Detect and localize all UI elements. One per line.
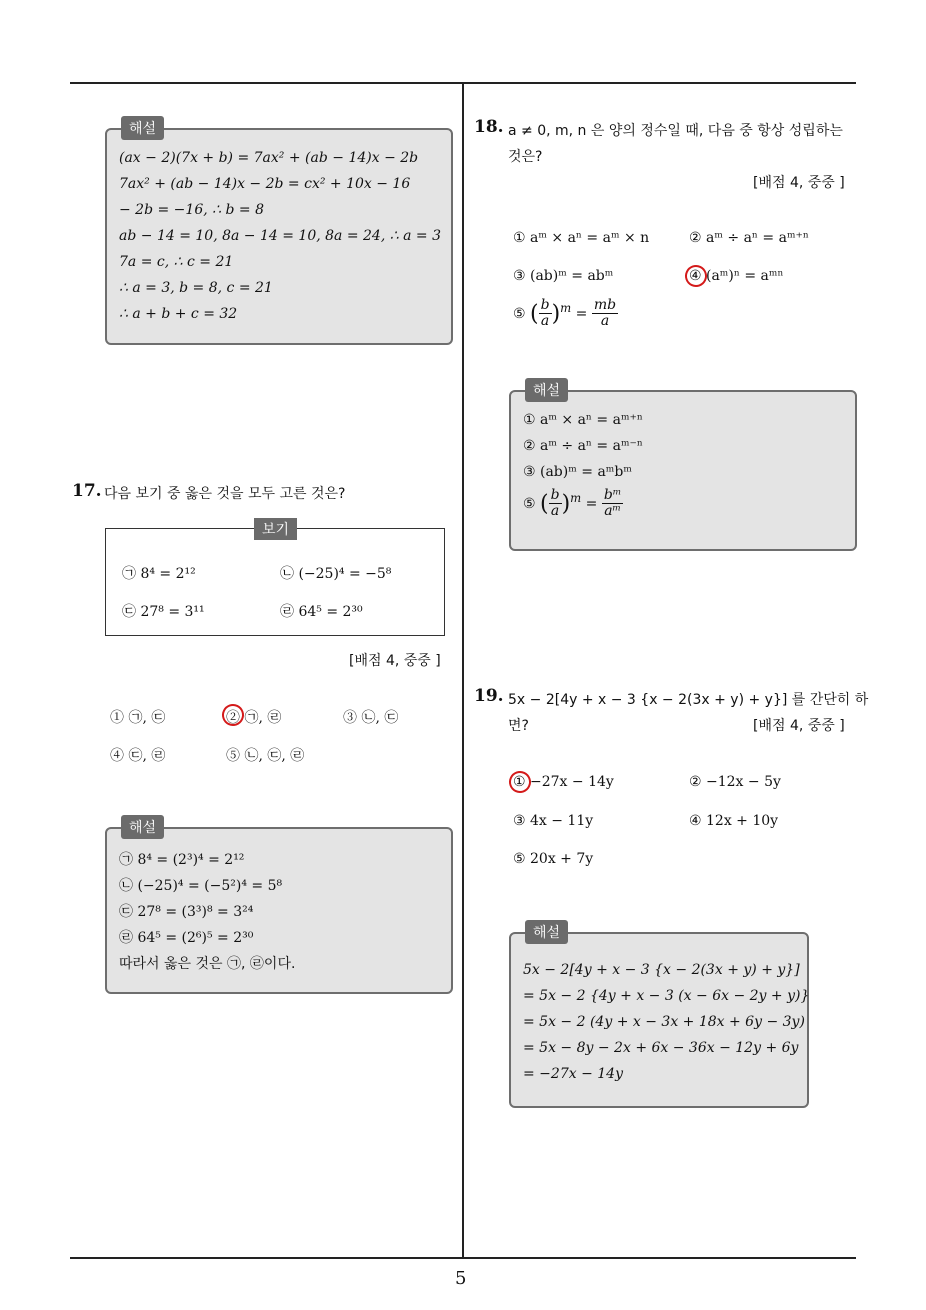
solution-line: = 5x − 2 (4y + x − 3x + 18x + 6y − 3y) [523, 1014, 805, 1030]
frac-den: aᵐ [604, 503, 622, 520]
frac-den: a [550, 503, 560, 520]
option-17-5[interactable]: ⑤ ㉡, ㉢, ㉣ [226, 748, 305, 764]
question-number-18: 18. [474, 117, 504, 137]
exponent: m [570, 491, 582, 506]
bogi-item: ㉣ 64⁵ = 2³⁰ [280, 604, 363, 620]
solution-tag: 해설 [121, 116, 164, 140]
frac-num: b [540, 297, 550, 313]
question-text-19: 5x − 2[4y + x − 3 {x − 2(3x + y) + y}] 를 간단히 하 [508, 692, 869, 708]
question-text-18-cont: 것은? [508, 149, 543, 165]
solution-line: = 5x − 8y − 2x + 6x − 36x − 12y + 6y [523, 1040, 799, 1056]
solution-tag: 해설 [121, 815, 164, 839]
solution-line: (ax − 2)(7x + b) = 7ax² + (ab − 14)x − 2b [119, 150, 419, 166]
answer-mark-18 [682, 262, 710, 290]
option-17-1[interactable]: ① ㉠, ㉢ [110, 710, 166, 726]
question-number-19: 19. [474, 686, 504, 706]
solution-line: − 2b = −16, ∴ b = 8 [119, 202, 264, 218]
solution-line: ② aᵐ ÷ aⁿ = aᵐ⁻ⁿ [523, 438, 643, 454]
bogi-tag: 보기 [254, 518, 297, 540]
answer-mark-19 [506, 768, 534, 796]
score-19: [배점 4, 중중 ] [753, 718, 845, 734]
solution-line: ∴ a = 3, b = 8, c = 21 [119, 280, 273, 296]
bogi-item: ㉢ 27⁸ = 3¹¹ [122, 604, 205, 620]
solution-line: 따라서 옳은 것은 ㉠, ㉣이다. [119, 956, 296, 972]
frac-den: a [600, 313, 610, 330]
solution-line: ∴ a + b + c = 32 [119, 306, 238, 322]
score-17: [배점 4, 중중 ] [349, 653, 441, 669]
solution-line: ㉠ 8⁴ = (2³)⁴ = 2¹² [119, 852, 245, 868]
solution-line: = −27x − 14y [523, 1066, 623, 1082]
question-text-19-cont: 면? [508, 718, 529, 734]
solution-line: ㉡ (−25)⁴ = (−5²)⁴ = 5⁸ [119, 878, 283, 894]
bogi-item: ㉠ 8⁴ = 2¹² [122, 566, 196, 582]
option-18-5[interactable]: ⑤ ( $\frac{b}{a}$ )$^m$ = $\frac{mb}{a}$ [513, 297, 617, 330]
option-18-3[interactable]: ③ (ab)ᵐ = abᵐ [513, 268, 614, 284]
solution-tag: 해설 [525, 378, 568, 402]
frac-num: mb [593, 297, 617, 313]
solution-line: ㉣ 64⁵ = (2⁶)⁵ = 2³⁰ [119, 930, 254, 946]
solution-box-19 [509, 925, 810, 1108]
solution-line: ① aᵐ × aⁿ = aᵐ⁺ⁿ [523, 412, 643, 428]
bottom-rule [70, 1257, 856, 1259]
question-number-17: 17. [72, 481, 102, 501]
option-17-2[interactable]: ② ㉠, ㉣ [226, 710, 282, 726]
solution-box-16 [105, 121, 453, 345]
question-text-18: a ≠ 0, m, n 은 양의 정수일 때, 다음 중 항상 성립하는 [508, 123, 843, 139]
solution-line: 5x − 2[4y + x − 3 {x − 2(3x + y) + y}] [523, 962, 800, 978]
solution-line: ③ (ab)ᵐ = aᵐbᵐ [523, 464, 632, 480]
frac-den: a [540, 313, 550, 330]
option-17-4[interactable]: ④ ㉢, ㉣ [110, 748, 166, 764]
bogi-item: ㉡ (−25)⁴ = −5⁸ [280, 566, 392, 582]
score-18: [배점 4, 중중 ] [753, 175, 845, 191]
option-17-3[interactable]: ③ ㉡, ㉢ [343, 710, 399, 726]
option-18-2[interactable]: ② aᵐ ÷ aⁿ = aᵐ⁺ⁿ [689, 230, 809, 246]
exponent: m [560, 301, 572, 316]
column-divider [462, 82, 464, 1258]
solution-line-5: ⑤ ( $\frac{b}{a}$ )$^m$ = $\frac{\text{bᵐ}}{\text{aᵐ}}$ [523, 487, 622, 520]
solution-tag: 해설 [525, 920, 568, 944]
page-number: 5 [455, 1268, 467, 1289]
option-19-5[interactable]: ⑤ 20x + 7y [513, 851, 594, 867]
solution-line: ㉢ 27⁸ = (3³)⁸ = 3²⁴ [119, 904, 254, 920]
solution-line: 7ax² + (ab − 14)x − 2b = cx² + 10x − 16 [119, 176, 411, 192]
solution-box-17 [105, 820, 453, 994]
option-label: ⑤ [523, 495, 536, 512]
bogi-box [105, 522, 445, 636]
solution-line: = 5x − 2 {4y + x − 3 (x − 6x − 2y + y)} [523, 988, 810, 1004]
frac-num: bᵐ [603, 487, 622, 503]
solution-box-18 [509, 383, 857, 551]
option-label: ⑤ [513, 305, 526, 322]
frac-num: b [550, 487, 560, 503]
option-19-2[interactable]: ② −12x − 5y [689, 774, 781, 790]
option-18-4[interactable]: ④ (aᵐ)ⁿ = aᵐⁿ [689, 268, 784, 284]
option-19-1[interactable]: ① −27x − 14y [513, 774, 614, 790]
option-19-4[interactable]: ④ 12x + 10y [689, 813, 779, 829]
option-18-1[interactable]: ① aᵐ × aⁿ = aᵐ × n [513, 230, 650, 246]
solution-line: ab − 14 = 10, 8a − 14 = 10, 8a = 24, ∴ a = 3 [119, 228, 441, 244]
question-text-17: 다음 보기 중 옳은 것을 모두 고른 것은? [104, 486, 346, 502]
option-19-3[interactable]: ③ 4x − 11y [513, 813, 594, 829]
solution-line: 7a = c, ∴ c = 21 [119, 254, 234, 270]
